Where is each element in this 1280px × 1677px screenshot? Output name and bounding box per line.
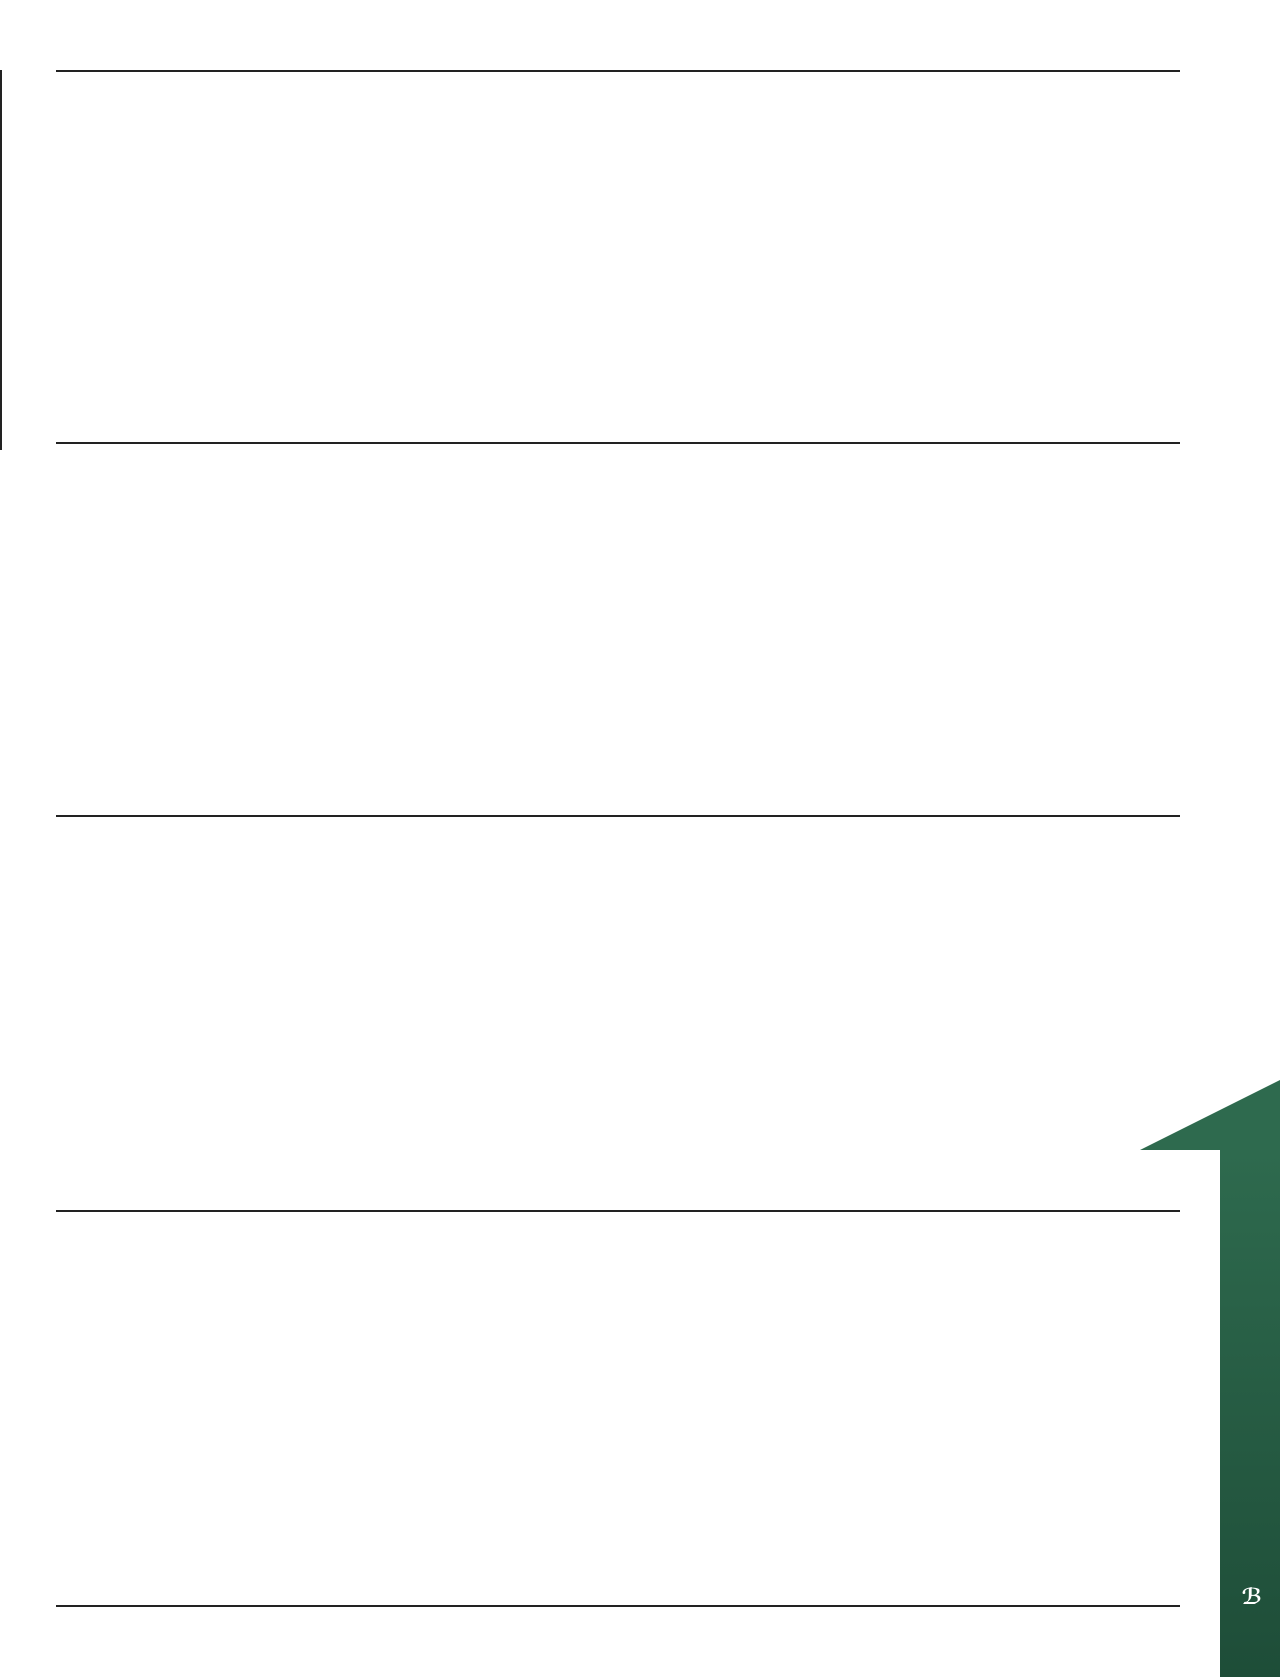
series-tab-corner	[1140, 1080, 1280, 1150]
divider	[56, 1605, 1180, 1607]
brand-logo-icon: ℬ	[1241, 1585, 1262, 1610]
divider	[56, 1210, 1180, 1212]
left-edge-line	[0, 70, 2, 450]
divider	[56, 815, 1180, 817]
divider	[56, 70, 1180, 72]
divider	[56, 442, 1180, 444]
